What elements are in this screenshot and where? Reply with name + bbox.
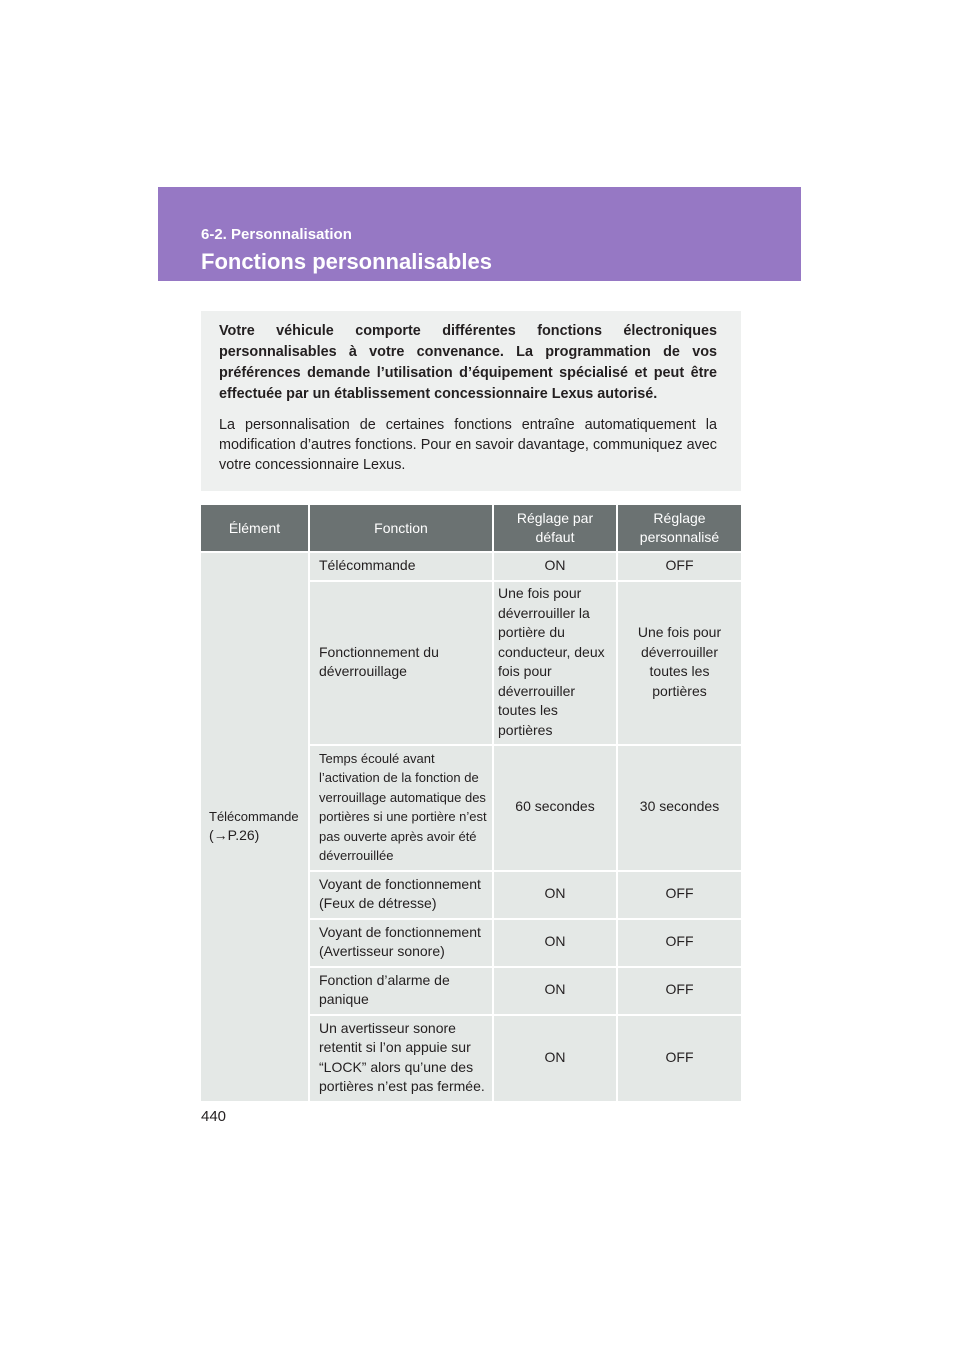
table-row xyxy=(201,552,741,581)
function-cell: Télécommande xyxy=(309,552,493,581)
page-title: Fonctions personnalisables xyxy=(201,249,492,274)
table-header-row xyxy=(201,505,741,552)
chapter-header xyxy=(158,187,801,281)
header-default: Réglage par défaut xyxy=(493,505,617,552)
header-element: Élément xyxy=(201,505,309,552)
function-cell: Voyant de fonctionnement (Avertisseur sonore) xyxy=(309,919,493,967)
header-function: Fonction xyxy=(309,505,493,552)
item-page-ref: (→P.26) xyxy=(209,827,260,843)
custom-value: 30 secondes xyxy=(617,745,741,871)
function-cell: Fonctionnement du déverrouillage xyxy=(309,581,493,745)
custom-value: OFF xyxy=(617,871,741,919)
intro-note: La personnalisation de certaines fonctions entraîne automatiquement la modification d’autres fonctions. Pour en savoir davantage, communiquez avec votre concessionnaire Lexus. xyxy=(219,417,717,473)
section-label: 6-2. Personnalisation xyxy=(201,226,352,243)
header-custom: Réglage personnalisé xyxy=(617,505,741,552)
intro-box xyxy=(201,311,741,491)
custom-value: OFF xyxy=(617,552,741,581)
customization-table xyxy=(201,505,741,1101)
function-cell: Un avertisseur sonore retentit si l’on appuie sur “LOCK” alors qu’une des portières n’est pas fermée. xyxy=(309,1015,493,1101)
function-cell: Voyant de fonctionnement (Feux de détresse) xyxy=(309,871,493,919)
default-value: ON xyxy=(493,919,617,967)
default-value: ON xyxy=(493,1015,617,1101)
function-cell: Temps écoulé avant l’activation de la fonction de verrouillage automatique des portières si une portière n’est pas ouverte après avoir été déverrouillée xyxy=(309,745,493,871)
intro-lead: Votre véhicule comporte différentes fonctions électroniques personnalisables à votre convenance. La programmation de vos préférences demande l’utilisation d’équipement spécialisé et peut être effectuée par un établissement concessionnaire Lexus autorisé. xyxy=(219,323,717,402)
default-value: ON xyxy=(493,871,617,919)
custom-value: OFF xyxy=(617,967,741,1015)
default-value: ON xyxy=(493,967,617,1015)
custom-value: OFF xyxy=(617,919,741,967)
page-number: 440 xyxy=(201,1108,227,1125)
item-cell xyxy=(201,552,309,1101)
function-cell: Fonction d’alarme de panique xyxy=(309,967,493,1015)
item-name: Télécommande xyxy=(209,809,299,824)
custom-value: Une fois pour déverrouiller toutes les portières xyxy=(617,581,741,745)
custom-value: OFF xyxy=(617,1015,741,1101)
default-value: Une fois pour déverrouiller la portière du conducteur, deux fois pour déverrouiller toutes les portières xyxy=(493,581,617,745)
default-value: ON xyxy=(493,552,617,581)
default-value: 60 secondes xyxy=(493,745,617,871)
